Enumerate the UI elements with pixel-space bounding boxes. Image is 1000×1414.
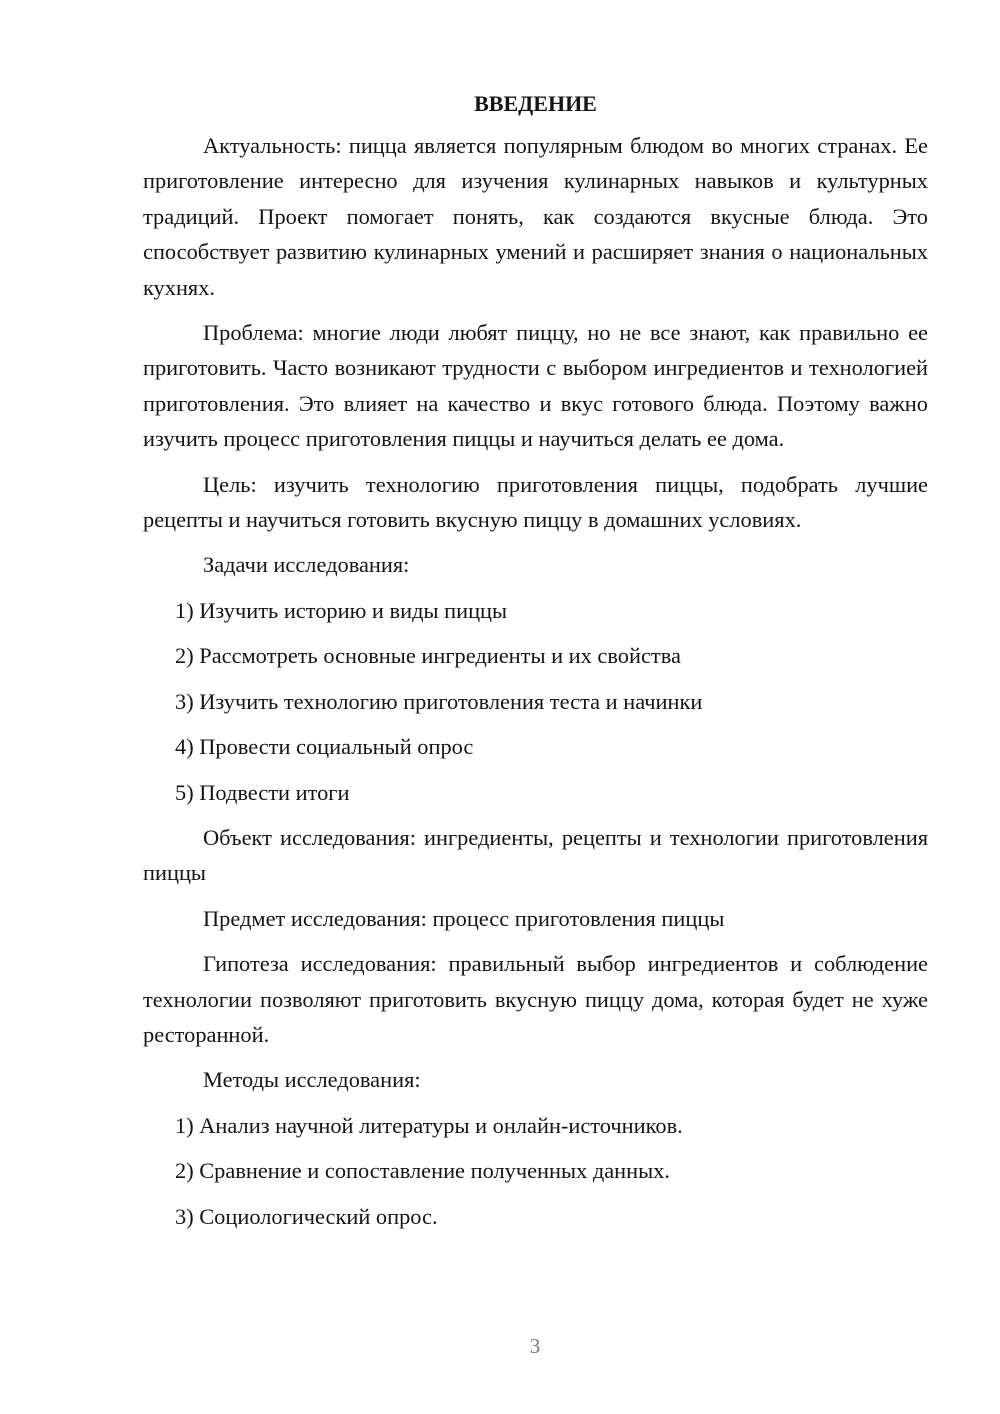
- subject-paragraph: Предмет исследования: процесс приготовления пиццы: [203, 905, 725, 931]
- page-number: 3: [529, 1334, 541, 1358]
- methods-heading: Методы исследования:: [203, 1067, 421, 1093]
- list-item: 1) Изучить историю и виды пиццы: [175, 597, 508, 623]
- problem-paragraph: Проблема: многие люди любят пиццу, но не все знают, как правильно ее приготовить. Часто возникают трудности с выбором ингредиентов и технологией приготовления. Это влияет на качество и вкус готового блюда. Поэтому важно изучить процесс приготовления пиццы и научиться делать ее дома.: [143, 320, 928, 452]
- list-item: 2) Рассмотреть основные ингредиенты и их свойства: [175, 643, 681, 669]
- page-title: ВВЕДЕНИЕ: [474, 91, 597, 116]
- tasks-heading: Задачи исследования:: [203, 552, 410, 578]
- document-page: [143, 88, 928, 1244]
- object-paragraph: Объект исследования: ингредиенты, рецепты и технологии приготовления пиццы: [143, 824, 928, 886]
- methods-list: [143, 1108, 928, 1234]
- list-item: 3) Изучить технологию приготовления теста и начинки: [175, 688, 703, 714]
- list-item: 1) Анализ научной литературы и онлайн-источников.: [175, 1112, 683, 1138]
- relevance-paragraph: Актуальность: пицца является популярным блюдом во многих странах. Ее приготовление интересно для изучения кулинарных навыков и культурных традиций. Проект помогает понять, как создаются вкусные блюда. Это способствует развитию кулинарных умений и расширяет знания о национальных кухнях.: [143, 133, 928, 300]
- list-item: 5) Подвести итоги: [175, 779, 350, 805]
- goal-paragraph: Цель: изучить технологию приготовления пиццы, подобрать лучшие рецепты и научиться готовить вкусную пиццу в домашних условиях.: [143, 471, 928, 533]
- list-item: 4) Провести социальный опрос: [175, 734, 474, 760]
- hypothesis-paragraph: Гипотеза исследования: правильный выбор ингредиентов и соблюдение технологии позволяют приготовить вкусную пиццу дома, которая будет не хуже ресторанной.: [143, 951, 928, 1047]
- list-item: 3) Социологический опрос.: [175, 1203, 438, 1229]
- tasks-list: [143, 593, 928, 810]
- list-item: 2) Сравнение и сопоставление полученных данных.: [175, 1158, 670, 1184]
